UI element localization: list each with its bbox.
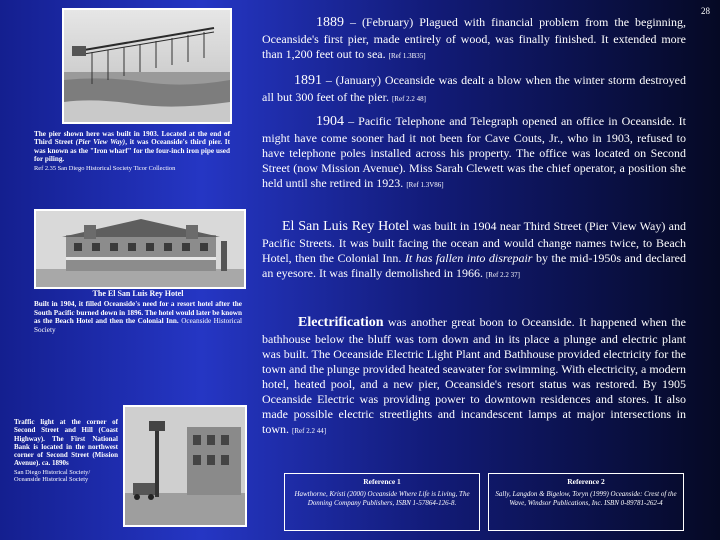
- para-1889-ref: [Ref 1.3B35]: [388, 51, 426, 60]
- para-1891: [262, 72, 686, 105]
- reference-2-body: Sally, Langdon & Bigelow, Toryn (1999) Oceanside: Crest of the Wave, Windsor Publications, Inc. ISBN 0-89781-262-4: [495, 489, 677, 507]
- para-1904-year: 1904: [316, 114, 344, 129]
- para-hotel-ref: [Ref 2.2 37]: [485, 270, 520, 279]
- reference-1-body: Hawthorne, Kristi (2000) Oceanside Where Life is Living, The Donning Company Publishers, ISBN 1-57864-126-8.: [294, 489, 470, 507]
- pier-caption-text-b: , it was Oceanside's third pier. It was known as the "Iron wharf" for the four-inch iron pipe used for piling.: [34, 138, 230, 164]
- street-caption: [14, 418, 118, 484]
- pier-caption-italic: (Pier View Way): [75, 138, 126, 147]
- para-hotel: [262, 218, 686, 281]
- street-caption-credit-1: San Diego Historical Society/: [14, 468, 91, 476]
- reference-1-box: [284, 473, 480, 531]
- para-electrification-text: was another great boon to Oceanside. It happened when the bathhouse below the bluff was torn down and in its place a plunge and electric plant was built. The Oceanside Electric Light Plant and Bathhouse provided electricity for the town and the plunge provided heated seawater for swimming. With electricity, a modern hotel, heated pool, and a new pier, Oceanside's resort status was restored. By 1905 Oceanside Electric was providing power to downtown residences and stores. It also made possible electric streetlights and incandescent lamps at major intersections in town.: [262, 315, 686, 436]
- pier-photo-icon: [64, 10, 230, 122]
- reference-2-box: [488, 473, 684, 531]
- reference-2-title: Reference 2: [567, 477, 605, 486]
- reference-1-title: Reference 1: [363, 477, 401, 486]
- para-1891-text: – (January) Oceanside was dealt a blow when the winter storm destroyed all but 300 feet of the pier.: [262, 73, 686, 104]
- hotel-caption: [34, 289, 242, 334]
- para-1891-year: 1891: [294, 73, 322, 88]
- hotel-caption-text: Built in 1904, it filled Oceanside's need for a resort hotel after the South Pacific burned down in 1896. The hotel would later be known as the Beach Hotel and then the Colonial Inn.: [34, 300, 242, 326]
- para-1904-ref: [Ref 1.3V86]: [406, 180, 444, 189]
- para-hotel-text-b: by the mid-1950s and declared an eyesore. It was finally demolished in 1966.: [262, 250, 686, 280]
- para-hotel-lead: El San Luis Rey Hotel: [282, 219, 410, 234]
- hotel-caption-title: The El San Luis Rey Hotel: [92, 289, 184, 298]
- para-hotel-italic: It has fallen into disrepair: [404, 250, 533, 265]
- pier-caption-credit: Ref 2.35 San Diego Historical Society Ticor Collection: [34, 164, 176, 172]
- para-hotel-text-a: was built in 1904 near Third Street (Pier View Way) and Pacific Streets. It was built facing the ocean and would change names twice, to Beach Hotel, then the Colonial Inn.: [262, 219, 686, 265]
- page-number: 28: [701, 6, 710, 16]
- pier-photo: [62, 8, 232, 124]
- para-1889: [262, 14, 686, 62]
- para-1889-year: 1889: [316, 15, 344, 30]
- para-1889-text: – (February) Plagued with financial problem from the beginning, Oceanside's first pier, made entirely of wood, was finally finished. It extended more than 1,200 feet out to sea.: [262, 15, 686, 61]
- para-electrification: [262, 314, 686, 437]
- para-1891-ref: [Ref 2.2 48]: [391, 94, 426, 103]
- street-caption-credit-2: Oceanside Historical Society: [14, 476, 89, 484]
- street-caption-text: Traffic light at the corner of Second Street and Hill (Coast Highway). The First National Bank is located in the northwest corner of Second Street (Mission Avenue). ca. 1890s: [14, 418, 118, 468]
- pier-caption-text: The pier shown here was built in 1903. Located at the end of Third Street: [34, 130, 230, 147]
- hotel-caption-credit: Oceanside Historical Society: [34, 317, 243, 334]
- para-electrification-ref: [Ref 2.2 44]: [292, 426, 327, 435]
- street-photo-icon: [125, 407, 245, 525]
- hotel-photo-icon: [36, 211, 244, 287]
- street-photo: [123, 405, 247, 527]
- para-1904-text: – Pacific Telephone and Telegraph opened an office in Oceanside. It might have come sooner had it not been for Cave Couts, Jr., who in 1903, refused to have telephone poles installed across his property. The office was located on Second Street (now Mission Avenue). Miss Sarah Clewett was the chief operator, a position she held until she retired in 1923.: [262, 114, 686, 190]
- pier-caption: [34, 130, 230, 172]
- hotel-photo: [34, 209, 246, 289]
- para-1904: [262, 113, 686, 191]
- para-electrification-lead: Electrification: [298, 315, 384, 330]
